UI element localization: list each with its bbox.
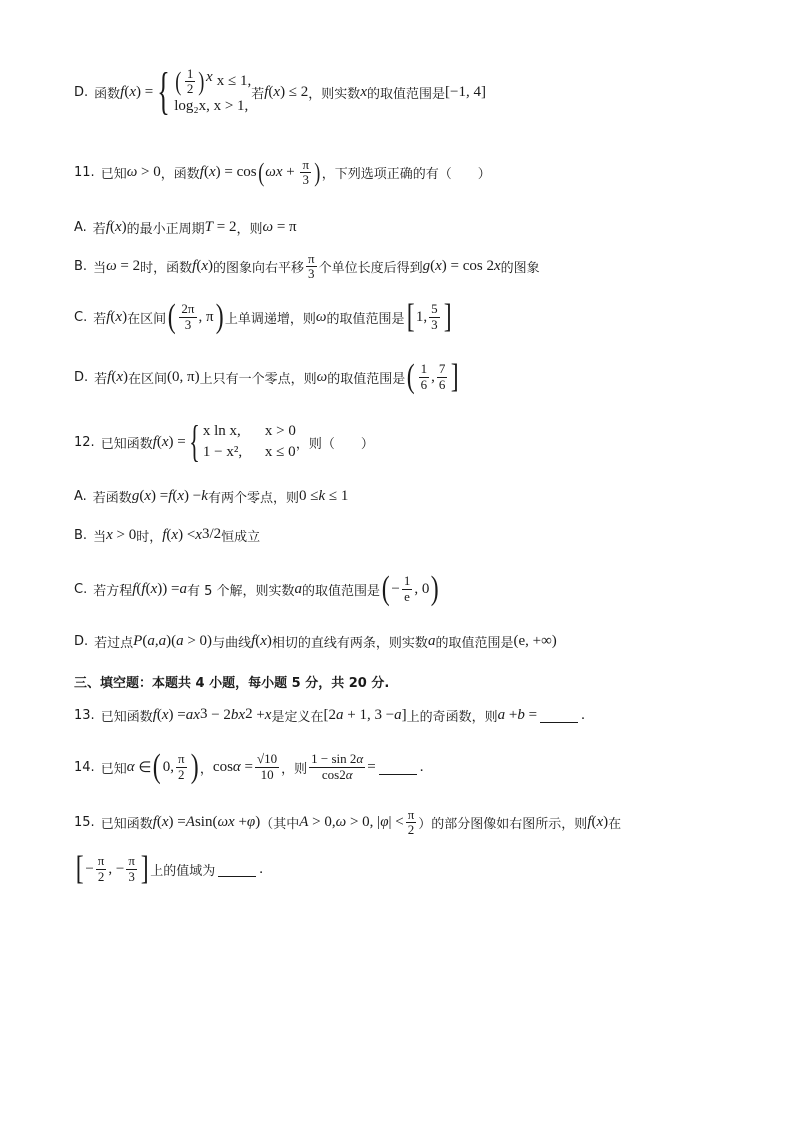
q14: 14. 已知 α ∈ ( 0, $\frac{\pi}{2}$ ) ， cos α = $\frac{√10}{10}$ ，则 $\frac{1 - \sin 2\alpha}{\cos 2\alpha}$ = . (74, 748, 424, 785)
answer-blank[interactable] (379, 760, 417, 775)
q15-cont: [ − $\frac{\pi}{2}$ , − $\frac{\pi}{3}$ ] 上的值域为 . (75, 850, 264, 887)
q12-option-c: C. 若方程 f ( f ( x )) = a 有 5 个解，则实数 a 的取值范围是 ( − $\frac{1}{e}$ , 0 ) (74, 570, 439, 607)
piecewise-cases: ( $\frac{1}{2}$ ) x x ≤ 1, log₂x, x > 1, (174, 65, 252, 115)
q12-option-a: A. 若函数 g ( x ) = f ( x ) − k 有两个零点，则 0 ≤ k ≤ 1 (74, 488, 349, 506)
q11-option-a: A. 若 f ( x ) 的最小正周期 T = 2 ，则 ω = π (74, 219, 297, 237)
q15: 15. 已知函数 f ( x ) = A sin( ωx + φ ) （其中 A > 0, ω > 0, | φ | < $\frac{\pi}{2}$ ）的部分图像如右图所示，则 f ( x ) 在 (74, 807, 622, 838)
q10-option-d: D. 函数 f ( x ) = { ( $\frac{1}{2}$ ) x x ≤ 1, log₂x, x > 1, 若 f ( x ) ≤ 2 ，则实数 x 的取值范围是 [−1, 4] (74, 63, 486, 120)
q11-option-c: C. 若 f ( x ) 在区间 ( $\frac{2\pi}{3}$ , π ) 上单调递增，则 ω 的取值范围是 [ 1, $\frac{5}{3}$ ] (74, 298, 452, 335)
q11-option-d: D. 若 f ( x ) 在区间 (0, π) 上只有一个零点，则 ω 的取值范围是 ( $\frac{1}{6}$ , $\frac{7}{6}$ ] (74, 358, 459, 395)
q11-stem: 11. 已知 ω > 0 ，函数 f ( x ) = cos ( ωx + $\frac{\pi}{3}$ ) ，下列选项正确的有（ ） (74, 157, 491, 188)
piecewise-cases: x ln x, x > 0 1 − x², x ≤ 0 (202, 423, 296, 460)
q13: 13. 已知函数 f ( x ) = ax 3 − 2 bx 2 + x 是定义在 [2 a + 1, 3 − a ] 上的奇函数，则 a + b = . (74, 706, 585, 725)
answer-blank[interactable] (540, 708, 578, 723)
section-title: 三、填空题：本题共 4 小题，每小题 5 分，共 20 分. (74, 676, 390, 691)
answer-blank[interactable] (218, 862, 256, 877)
q12-option-b: B. 当 x > 0 时， f ( x ) < x 3/2 恒成立 (74, 526, 261, 545)
q11-option-b: B. 当 ω = 2 时，函数 f ( x ) 的图象向右平移 $\frac{\pi}{3}$ 个单位长度后得到 g ( x ) = cos 2 x 的图象 (74, 251, 540, 282)
q12-option-d: D. 若过点 P ( a , a )( a > 0) 与曲线 f ( x ) 相切的直线有两条，则实数 a 的取值范围是 (e, +∞) (74, 633, 557, 651)
q12-stem: 12. 已知函数 f ( x ) = { x ln x, x > 0 1 − x², x ≤ 0 ，则（ ） (74, 417, 374, 466)
